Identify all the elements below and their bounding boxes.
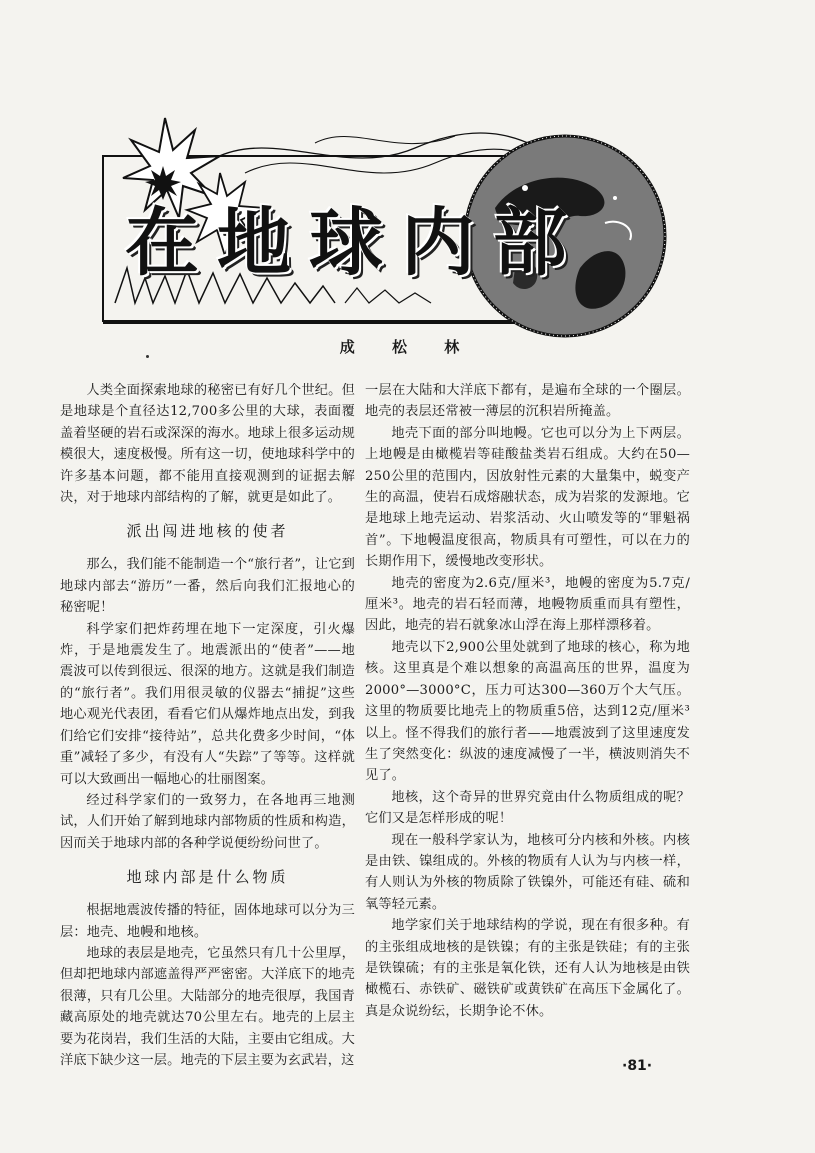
paragraph: 人类全面探索地球的秘密已有好几个世纪。但是地球是个直径达12,700多公里的大球，表面覆盖着坚硬的岩石或深深的海水。地球上很多运动规模很大，速度极慢。所有这一切，使地球科学中的许多基本问题，都不能用直接观测到的证据去解决，对于地球内部结构的了解，就更是如此了。	[60, 383, 355, 506]
paragraph: 地核，这个奇异的世界究竟由什么物质组成的呢？它们又是怎样形成的呢！	[365, 789, 690, 827]
left-column	[60, 380, 355, 1071]
page-number: ·81·	[622, 1058, 653, 1074]
paragraph: 地壳下面的部分叫地幔。它也可以分为上下两层。上地幔是由橄榄岩等硅酸盐类岩石组成。大约在50—250公里的范围内，因放射性元素的大量集中，蜕变产生的高温，使岩石成熔融状态，成为岩浆的发源地。它是地球上地壳运动、岩浆活动、火山喷发等的“罪魁祸首”。下地幔温度很高，物质具有可塑性，可以在力的长期作用下，缓慢地改变形状。	[365, 425, 690, 570]
paragraph: 那么，我们能不能制造一个“旅行者”，让它到地球内部去“游历”一番，然后向我们汇报地心的秘密呢！	[60, 557, 355, 616]
right-column	[365, 380, 690, 1022]
paragraph: 地壳的密度为2.6克/厘米³，地幔的密度为5.7克/厘米³。地壳的岩石轻而薄，地幔物质重而具有塑性，因此，地壳的岩石就象冰山浮在海上那样漂移着。	[365, 575, 690, 634]
section-heading: 派出闯进地核的使者	[126, 522, 289, 541]
paragraph: 一层在大陆和大洋底下都有，是遍布全球的一个圈层。地壳的表层还常被一薄层的沉积岩所掩盖。	[365, 383, 690, 420]
paragraph: 地学家们关于地球结构的学说，现在有很多种。有的主张组成地核的是铁镍；有的主张是铁硅；有的主张是铁镍硫；有的主张是氧化铁，还有人认为地核是由铁橄榄石、赤铁矿、磁铁矿或黄铁矿在高压下金属化了。真是众说纷纭，长期争论不休。	[365, 918, 690, 1019]
paragraph: 地壳以下2,900公里处就到了地球的核心，称为地核。这里真是个难以想象的高温高压的世界，温度为2000°—3000°C，压力可达300—360万个大气压。这里的物质要比地壳上的物质重5倍，达到12克/厘米³以上。怪不得我们的旅行者——地震波到了这里速度发生了突然变化：纵波的速度减慢了一半，横波则消失不见了。	[365, 639, 690, 784]
page-title: 在地球内部	[125, 200, 585, 286]
paragraph: 地球的表层是地壳，它虽然只有几十公里厚，但却把地球内部遮盖得严严密密。大洋底下的地壳很薄，只有几公里。大陆部分的地壳很厚，我国青藏高原处的地壳就达70公里左右。地壳的上层主要为花岗岩，我们生活的大陆，主要由它组成。大洋底下缺少这一层。地壳的下层主要为玄武岩，这	[60, 945, 355, 1068]
paragraph: 根据地震波传播的特征，固体地球可以分为三层：地壳、地幔和地核。	[60, 903, 355, 940]
section-heading: 地球内部是什么物质	[126, 868, 289, 887]
print-speck	[146, 355, 149, 358]
paragraph: 经过科学家们的一致努力，在各地再三地测试，人们开始了解到地球内部物质的性质和构造，因而关于地球内部的各种学说便纷纷问世了。	[60, 792, 355, 851]
paragraph: 科学家们把炸药埋在地下一定深度，引火爆炸，于是地震发生了。地震派出的“使者”——地震波可以传到很远、很深的地方。这就是我们制造的“旅行者”。我们用很灵敏的仪器去“捕捉”这些地心观光代表团，看看它们从爆炸地点出发，到我们给它们安排“接待站”，总共化费多少时间，“体重”减轻了多少，有没有人“失踪”了等等。这样就可以大致画出一幅地心的壮丽图案。	[60, 621, 355, 787]
title-illustration	[95, 118, 655, 333]
author-name: 成 松 林	[339, 338, 476, 356]
paragraph: 现在一般科学家认为，地核可分内核和外核。内核是由铁、镍组成的。外核的物质有人认为与内核一样，有人则认为外核的物质除了铁镍外，可能还有硅、硫和氧等轻元素。	[365, 832, 690, 912]
